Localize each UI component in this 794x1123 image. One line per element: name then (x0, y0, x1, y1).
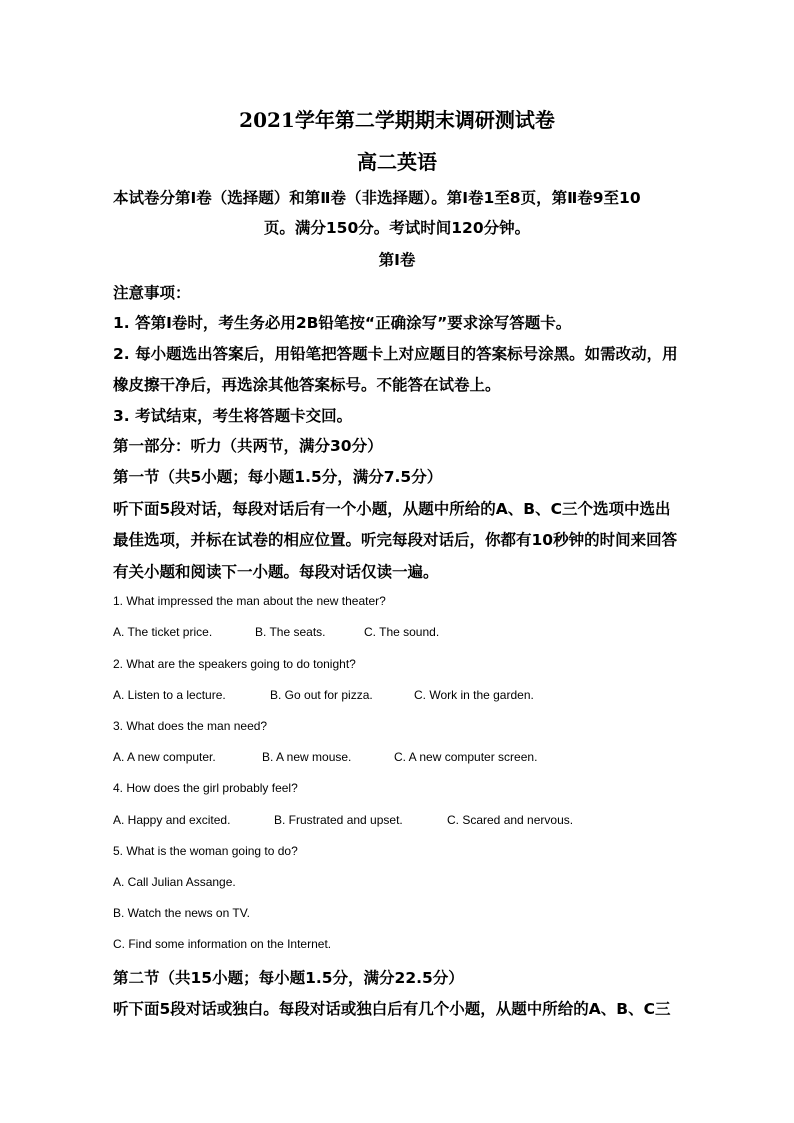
question-2-options (113, 688, 534, 702)
note-item-1: 1. 答第Ⅰ卷时，考生务必用2B铅笔按“正确涂写”要求涂写答题卡。 (113, 314, 572, 332)
part1-heading: 第一部分：听力（共两节，满分30分） (113, 437, 383, 455)
question-3-options (113, 750, 537, 764)
exam-subject: 高二英语 (357, 150, 437, 174)
question-1-option-a: A. The ticket price. (113, 625, 213, 639)
question-4-stem: 4. How does the girl probably feel? (113, 781, 298, 795)
section2-instructions-line-1: 听下面5段对话或独白。每段对话或独白后有几个小题，从题中所给的A、B、C三 (113, 1000, 671, 1018)
question-5-option-b: B. Watch the news on TV. (113, 906, 250, 920)
section1-instructions-line-1: 听下面5段对话，每段对话后有一个小题，从题中所给的A、B、C三个选项中选出 (113, 500, 671, 518)
question-1-option-b: B. The seats. (255, 625, 326, 639)
question-5-option-c: C. Find some information on the Internet. (113, 937, 332, 951)
section1-heading: 第一节（共5小题；每小题1.5分，满分7.5分） (113, 468, 443, 486)
intro-line-2: 页。满分150分。考试时间120分钟。 (263, 219, 531, 237)
question-2-stem: 2. What are the speakers going to do tonight? (113, 657, 356, 671)
question-3-stem: 3. What does the man need? (113, 719, 268, 733)
section2-heading: 第二节（共15小题；每小题1.5分，满分22.5分） (113, 969, 464, 987)
question-4-option-a: A. Happy and excited. (113, 813, 231, 827)
volume-label: 第Ⅰ卷 (378, 251, 416, 269)
question-1-stem: 1. What impressed the man about the new theater? (113, 594, 386, 608)
question-1-options (113, 625, 439, 639)
question-3-option-b: B. A new mouse. (262, 750, 352, 764)
note-item-3: 3. 考试结束，考生将答题卡交回。 (113, 407, 353, 425)
note-item-2-line-2: 橡皮擦干净后，再选涂其他答案标号。不能答在试卷上。 (113, 376, 501, 394)
question-3-option-c: C. A new computer screen. (394, 750, 538, 764)
question-5-option-a: A. Call Julian Assange. (113, 875, 236, 889)
question-2-option-b: B. Go out for pizza. (270, 688, 373, 702)
question-5-stem: 5. What is the woman going to do? (113, 844, 298, 858)
notes-heading: 注意事项： (113, 284, 191, 302)
exam-title: 2021学年第二学期期末调研测试卷 (239, 108, 555, 132)
question-4-option-b: B. Frustrated and upset. (274, 813, 403, 827)
question-2-option-c: C. Work in the garden. (414, 688, 534, 702)
question-2-option-a: A. Listen to a lecture. (113, 688, 226, 702)
section1-instructions-line-3: 有关小题和阅读下一小题。每段对话仅读一遍。 (113, 563, 439, 581)
question-4-option-c: C. Scared and nervous. (447, 813, 574, 827)
question-3-option-a: A. A new computer. (113, 750, 216, 764)
question-4-options (113, 813, 573, 827)
note-item-2-line-1: 2. 每小题选出答案后，用铅笔把答题卡上对应题目的答案标号涂黑。如需改动，用 (113, 345, 678, 363)
section1-instructions-line-2: 最佳选项，并标在试卷的相应位置。听完每段对话后，你都有10秒钟的时间来回答 (113, 531, 678, 549)
intro-line-1: 本试卷分第Ⅰ卷（选择题）和第Ⅱ卷（非选择题）。第Ⅰ卷1至8页，第Ⅱ卷9至10 (113, 189, 641, 207)
question-1-option-c: C. The sound. (364, 625, 440, 639)
